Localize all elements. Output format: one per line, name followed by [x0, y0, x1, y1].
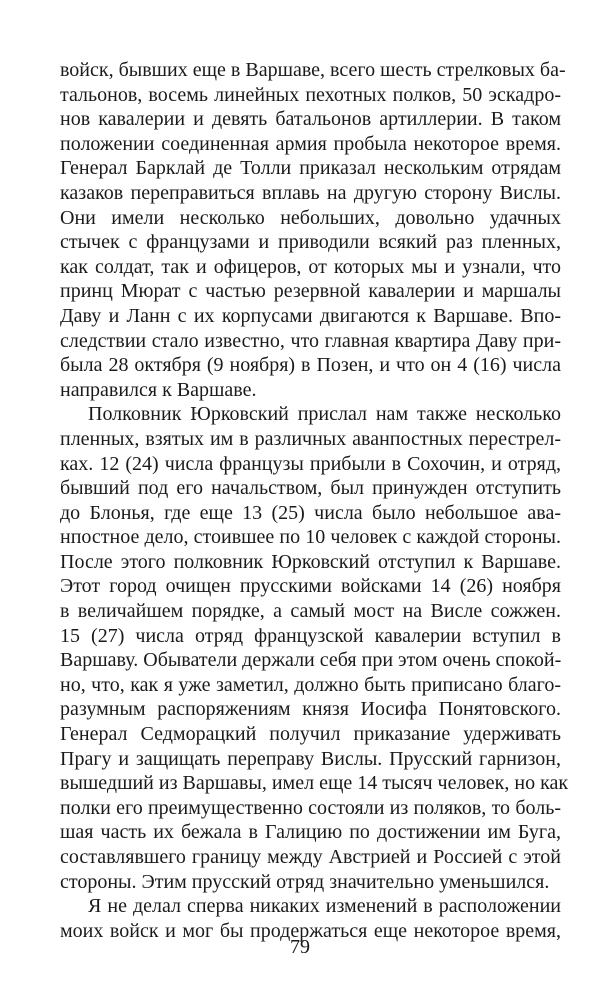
text-line: положении соединенная армия пробыла некоторое время.	[60, 132, 561, 155]
text-line: Этот город очищен прусскими войсками 14 (26) ноября	[60, 575, 561, 598]
text-line: После этого полковник Юрковский отступил к Варшаве.	[60, 550, 561, 573]
text-line: нов кавалерии и девять батальонов артиллерии. В таком	[60, 108, 561, 131]
text-line: как солдат, так и офицеров, от которых мы и узнали, что	[60, 255, 561, 278]
text-line: Генерал Барклай де Толли приказал нескольким отрядам	[60, 157, 561, 180]
body-text	[60, 58, 569, 943]
text-line: в величайшем порядке, а самый мост на Висле сожжен.	[60, 600, 561, 623]
text-line: бывший под его начальством, был принужден отступить	[60, 477, 561, 500]
text-line: но, что, как я уже заметил, должно быть приписано благо-	[60, 673, 561, 696]
text-line: шая часть их бежала в Галицию по достижении им Буга,	[60, 821, 561, 844]
paragraph-start-line: Я не делал сперва никаких изменений в расположении	[88, 895, 561, 918]
text-line: следствии стало известно, что главная квартира Даву при-	[60, 329, 561, 352]
text-line: Даву и Ланн с их корпусами двигаются к Варшаве. Впо-	[60, 304, 561, 327]
text-line: 15 (27) числа отряд французской кавалерии вступил в	[60, 624, 561, 647]
text-line: нпостное дело, стоившее по 10 человек с каждой стороны.	[60, 526, 561, 549]
text-line: полки его преимущественно состояли из поляков, то боль-	[60, 796, 561, 819]
text-line: казаков переправиться вплавь на другую сторону Вислы.	[60, 181, 561, 204]
page-number: 79	[290, 936, 310, 958]
text-line: разумным распоряжениям князя Иосифа Понятовского.	[60, 698, 561, 721]
text-line: Генерал Седморацкий получил приказание удерживать	[60, 723, 561, 746]
text-line: принц Мюрат с частью резервной кавалерии и маршалы	[60, 280, 561, 303]
text-line: Они имели несколько небольших, довольно удачных	[60, 206, 561, 229]
text-line: была 28 октября (9 ноября) в Позен, и что он 4 (16) числа	[60, 354, 561, 377]
paragraph-start-line: Полковник Юрковский прислал нам также несколько	[88, 403, 561, 426]
text-line: Прагу и защищать переправу Вислы. Прусский гарнизон,	[60, 747, 561, 770]
text-line: стычек с французами и приводили всякий раз пленных,	[60, 231, 561, 254]
text-line: до Блонья, где еще 13 (25) числа было небольшое ава-	[60, 501, 561, 524]
text-line: тальонов, восемь линейных пехотных полков, 50 эскадро-	[60, 83, 561, 106]
paragraph-end-line: направился к Варшаве.	[60, 378, 257, 401]
text-line: ках. 12 (24) числа французы прибыли в Сохочин, и отряд,	[60, 452, 561, 475]
text-line: вышедший из Варшавы, имел еще 14 тысяч человек, но как	[60, 772, 569, 795]
text-line: пленных, взятых им в различных аванпостных перестрел-	[60, 427, 561, 450]
text-line: Варшаву. Обыватели держали себя при этом очень спокой-	[60, 649, 562, 672]
text-line: войск, бывших еще в Варшаве, всего шесть стрелковых ба-	[60, 59, 566, 81]
text-line: моих войск и мог бы продержаться еще некоторое время,	[60, 919, 561, 942]
text-line: составлявшего границу между Австрией и Россией с этой	[60, 846, 561, 868]
paragraph-end-line: стороны. Этим прусский отряд значительно уменьшился.	[60, 870, 550, 893]
